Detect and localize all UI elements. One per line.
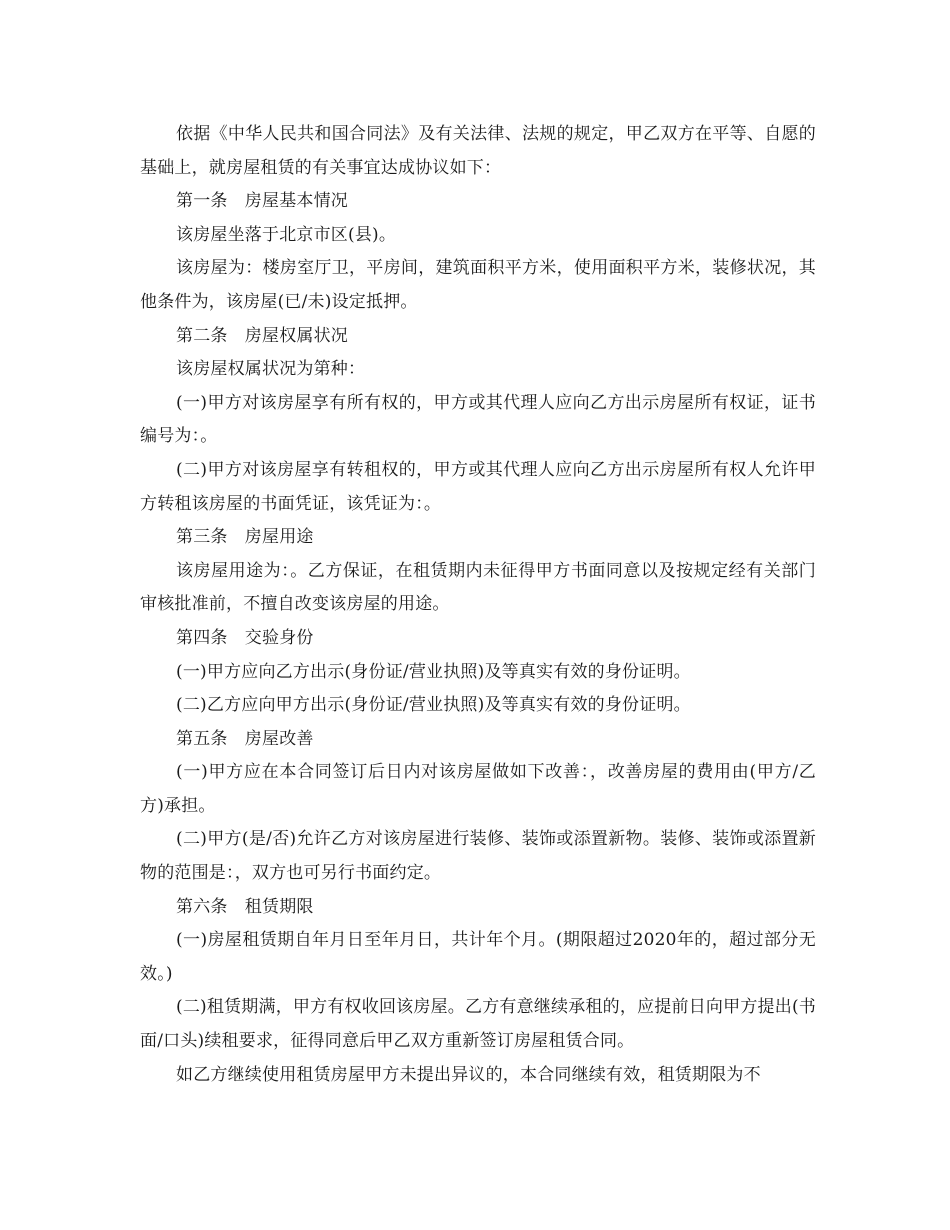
body-paragraph: (一)房屋租赁期自年月日至年月日，共计年个月。(期限超过2020年的，超过部分无效。) bbox=[140, 930, 816, 984]
article-2-heading: 第二条 房屋权属状况 bbox=[176, 325, 348, 346]
body-paragraph: (二)租赁期满，甲方有权收回该房屋。乙方有意继续承租的，应提前日向甲方提出(书面/口头)续租要求，征得同意后甲乙双方重新签订房屋租赁合同。 bbox=[140, 997, 816, 1052]
preamble-paragraph: 依据《中华人民共和国合同法》及有关法律、法规的规定，甲乙双方在平等、自愿的基础上，就房屋租赁的有关事宜达成协议如下： bbox=[140, 124, 816, 178]
article-4-heading: 第四条 交验身份 bbox=[176, 627, 314, 648]
body-paragraph: 该房屋权属状况为第种： bbox=[176, 359, 366, 380]
document-page bbox=[140, 118, 816, 1092]
article-1-heading: 第一条 房屋基本情况 bbox=[176, 191, 348, 212]
body-paragraph: 该房屋坐落于北京市区(县)。 bbox=[176, 224, 397, 245]
body-paragraph: (二)甲方(是/否)允许乙方对该房屋进行装修、装饰或添置新物。装修、装饰或添置新物的范围是：，双方也可另行书面约定。 bbox=[140, 829, 816, 884]
body-paragraph: (二)乙方应向甲方出示(身份证/营业执照)及等真实有效的身份证明。 bbox=[176, 695, 691, 716]
article-5-heading: 第五条 房屋改善 bbox=[176, 728, 314, 749]
body-paragraph: 如乙方继续使用租赁房屋甲方未提出异议的，本合同继续有效，租赁期限为不 bbox=[176, 1064, 761, 1085]
body-paragraph: (一)甲方应向乙方出示(身份证/营业执照)及等真实有效的身份证明。 bbox=[176, 661, 691, 682]
body-paragraph: 该房屋为：楼房室厅卫，平房间，建筑面积平方米，使用面积平方米，装修状况，其他条件为，该房屋(已/未)设定抵押。 bbox=[140, 258, 816, 312]
body-paragraph: 该房屋用途为：。乙方保证，在租赁期内未征得甲方书面同意以及按规定经有关部门审核批准前，不擅自改变该房屋的用途。 bbox=[140, 560, 816, 615]
body-paragraph: (一)甲方应在本合同签订后日内对该房屋做如下改善：，改善房屋的费用由(甲方/乙方)承担。 bbox=[140, 762, 816, 816]
article-3-heading: 第三条 房屋用途 bbox=[176, 527, 314, 548]
body-paragraph: (一)甲方对该房屋享有所有权的，甲方或其代理人应向乙方出示房屋所有权证，证书编号为：。 bbox=[140, 392, 816, 447]
article-6-heading: 第六条 租赁期限 bbox=[176, 896, 314, 917]
body-paragraph: (二)甲方对该房屋享有转租权的，甲方或其代理人应向乙方出示房屋所有权人允许甲方转租该房屋的书面凭证，该凭证为：。 bbox=[140, 459, 816, 514]
